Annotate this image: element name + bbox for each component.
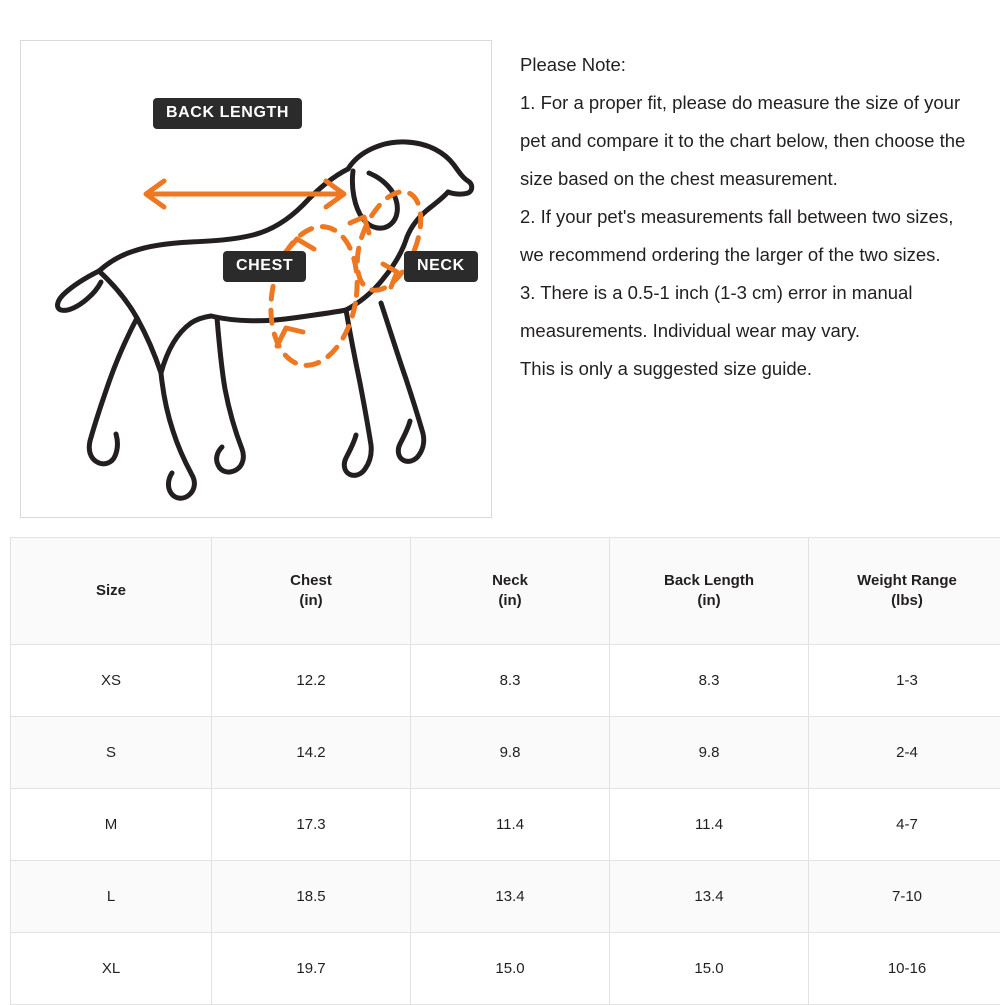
back-length-label: BACK LENGTH [153, 98, 302, 129]
table-row [11, 861, 1000, 933]
cell-weight-range: 10-16 [809, 933, 1000, 1005]
cell-size: S [11, 717, 212, 789]
header-back-length [610, 538, 809, 645]
cell-chest: 12.2 [212, 645, 411, 717]
header-chest-title: Chest [290, 572, 332, 589]
cell-size: XS [11, 645, 212, 717]
note-line: 1. For a proper fit, please do measure the size of your [520, 84, 980, 122]
cell-back-length: 13.4 [610, 861, 809, 933]
note-line: This is only a suggested size guide. [520, 350, 980, 388]
note-line: pet and compare it to the chart below, then choose the [520, 122, 980, 160]
cell-neck: 9.8 [411, 717, 610, 789]
header-weight-range [809, 538, 1000, 645]
measurement-diagram [20, 40, 492, 518]
header-weight-range-title: Weight Range [857, 572, 957, 589]
notes-panel [492, 40, 980, 520]
cell-weight-range: 7-10 [809, 861, 1000, 933]
size-table [10, 537, 1000, 1005]
back-length-arrow [146, 181, 344, 207]
size-chart [10, 537, 990, 1005]
cell-neck: 13.4 [411, 861, 610, 933]
cell-neck: 11.4 [411, 789, 610, 861]
header-weight-range-unit: (lbs) [810, 591, 1000, 611]
table-row [11, 717, 1000, 789]
table-row [11, 789, 1000, 861]
note-line: 3. There is a 0.5-1 inch (1-3 cm) error in manual [520, 274, 980, 312]
chest-label: CHEST [223, 251, 306, 282]
cell-chest: 14.2 [212, 717, 411, 789]
notes-heading: Please Note: [520, 46, 980, 84]
cell-chest: 18.5 [212, 861, 411, 933]
cell-weight-range: 2-4 [809, 717, 1000, 789]
header-neck-unit: (in) [412, 591, 608, 611]
cell-weight-range: 4-7 [809, 789, 1000, 861]
note-line: we recommend ordering the larger of the two sizes. [520, 236, 980, 274]
cell-back-length: 15.0 [610, 933, 809, 1005]
cell-weight-range: 1-3 [809, 645, 1000, 717]
cell-size: L [11, 861, 212, 933]
neck-label: NECK [404, 251, 478, 282]
table-row [11, 645, 1000, 717]
table-row [11, 933, 1000, 1005]
header-chest-unit: (in) [213, 591, 409, 611]
cell-size: M [11, 789, 212, 861]
header-back-length-unit: (in) [611, 591, 807, 611]
note-line: measurements. Individual wear may vary. [520, 312, 980, 350]
cell-chest: 17.3 [212, 789, 411, 861]
note-line: size based on the chest measurement. [520, 160, 980, 198]
cell-neck: 15.0 [411, 933, 610, 1005]
cell-back-length: 8.3 [610, 645, 809, 717]
header-back-length-title: Back Length [664, 572, 754, 589]
note-line: 2. If your pet's measurements fall between two sizes, [520, 198, 980, 236]
cell-chest: 19.7 [212, 933, 411, 1005]
cell-back-length: 11.4 [610, 789, 809, 861]
cell-size: XL [11, 933, 212, 1005]
cell-neck: 8.3 [411, 645, 610, 717]
header-chest [212, 538, 411, 645]
cell-back-length: 9.8 [610, 717, 809, 789]
table-header-row [11, 538, 1000, 645]
header-size-title: Size [96, 582, 126, 599]
header-size [11, 538, 212, 645]
header-neck [411, 538, 610, 645]
header-neck-title: Neck [492, 572, 528, 589]
